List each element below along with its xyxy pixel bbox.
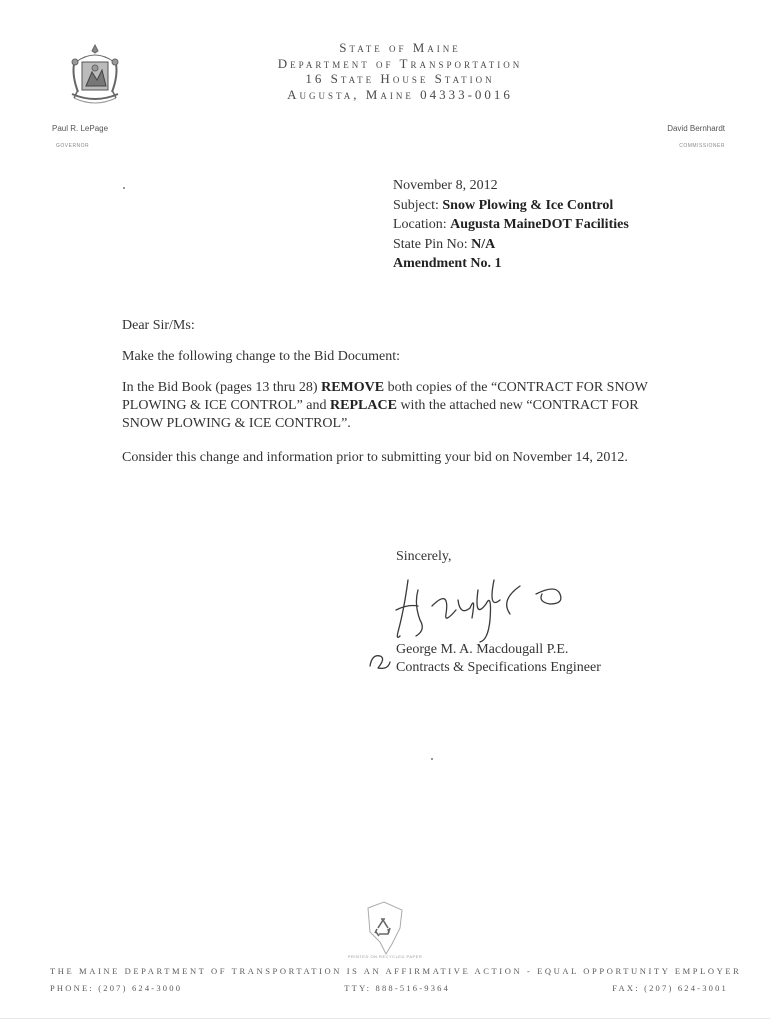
recycled-paper-caption: PRINTED ON RECYCLED PAPER: [347, 954, 423, 959]
letterhead-station: 16 State House Station: [305, 71, 495, 86]
governor-title: GOVERNOR: [56, 143, 90, 149]
scan-speck: [123, 187, 125, 189]
pin-label: State Pin No:: [393, 236, 468, 252]
letterhead-department: Department of Transportation: [277, 55, 523, 71]
replace-keyword: REPLACE: [330, 398, 397, 413]
governor-block: [52, 124, 172, 149]
subject-label: Subject:: [393, 197, 439, 213]
remove-keyword: REMOVE: [321, 380, 385, 395]
letterhead: [200, 40, 600, 102]
pin-value: N/A: [471, 236, 496, 252]
recycle-icon: [362, 898, 408, 958]
signer-title: Contracts & Specifications Engineer: [396, 660, 601, 675]
change-text-a: In the Bid Book (pages 13 thru 28): [122, 380, 322, 395]
amendment-number: Amendment No. 1: [393, 256, 502, 271]
amendment-line: [393, 254, 733, 274]
commissioner-block: [600, 124, 725, 149]
bottom-edge: [0, 1018, 770, 1019]
maine-state-seal-icon: [66, 42, 124, 108]
footer-tty: TTY: 888-516-9364: [344, 983, 451, 993]
subject-block: [393, 176, 733, 274]
footer-eeo-statement: THE MAINE DEPARTMENT OF TRANSPORTATION IS AN AFFIRMATIVE ACTION - EQUAL OPPORTUNITY EMPLOYER: [50, 966, 742, 976]
subject-line: [393, 196, 733, 216]
governor-name: Paul R. LePage: [52, 124, 109, 133]
pin-line: [393, 235, 733, 255]
salutation: Dear Sir/Ms:: [122, 318, 195, 333]
commissioner-name: David Bernhardt: [667, 124, 725, 133]
paragraph-instruction: Make the following change to the Bid Document:: [122, 349, 400, 364]
letterhead-state: State of Maine: [339, 40, 461, 55]
signer-name: George M. A. Macdougall P.E.: [396, 642, 569, 657]
change-text-c: with the attached new “CONTRACT FOR SNOW PLOWING & ICE CONTROL”.: [122, 398, 639, 431]
letter-date: November 8, 2012: [393, 178, 498, 193]
scan-speck: [431, 758, 433, 760]
location-value: Augusta MaineDOT Facilities: [450, 217, 629, 232]
location-line: [393, 215, 733, 235]
letterhead-city: Augusta, Maine 04333-0016: [287, 86, 513, 102]
paragraph-change: [122, 379, 662, 433]
footer-phone: PHONE: (207) 624-3000: [50, 983, 183, 993]
footer-fax: FAX: (207) 624-3001: [612, 983, 728, 993]
closing-sincerely: Sincerely,: [396, 549, 452, 564]
location-label: Location:: [393, 217, 447, 232]
commissioner-title: COMMISSIONER: [679, 143, 725, 149]
change-text-b: both copies of the “CONTRACT FOR SNOW PLOWING & ICE CONTROL” and: [122, 380, 648, 413]
footer-contact-line: [50, 983, 740, 993]
paragraph-consider: Consider this change and information prior to submitting your bid on November 14, 2012.: [122, 450, 628, 465]
subject-value: Snow Plowing & Ice Control: [442, 197, 614, 213]
letter-body: [122, 317, 662, 467]
